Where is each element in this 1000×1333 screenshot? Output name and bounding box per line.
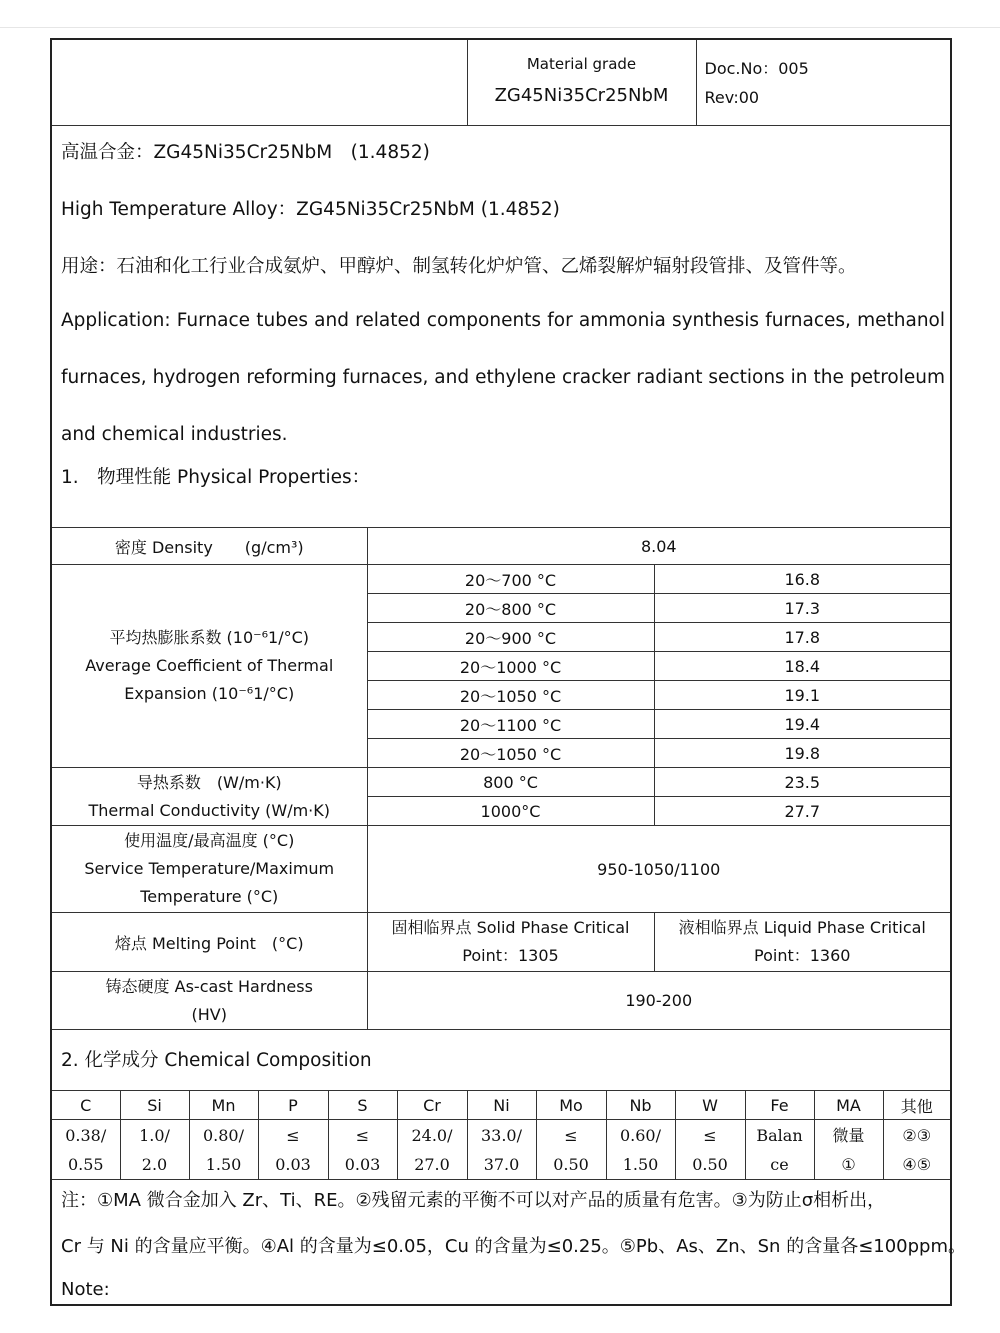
service-label-2: Service Temperature/Maximum (84, 859, 335, 878)
conductivity-value: 23.5 (654, 768, 950, 797)
section2-title: 2. 化学成分 Chemical Composition (61, 1050, 372, 1071)
element-value-line-2: 0.50 (692, 1155, 728, 1174)
application-en: Application: Furnace tubes and related components for ammonia synthesis furnaces, methanol furnaces, hydrogen reforming furnaces, and ethylene cracker radiant sections in the petroleum and chemical industries. (61, 310, 945, 445)
hardness-label (52, 972, 367, 1030)
element-value-line-2: 1.50 (205, 1155, 242, 1174)
service-temperature-label (52, 826, 367, 913)
melting-point-row (52, 913, 950, 972)
service-temperature-value: 950-1050/1100 (367, 826, 950, 913)
service-label-3: Temperature (°C) (140, 887, 279, 906)
usage-cn: 用途：石油和化工行业合成氨炉、甲醇炉、制氢转化炉炉管、乙烯裂解炉辐射段管排、及管件等。 (61, 256, 857, 277)
element-header: C (52, 1091, 120, 1120)
conductivity-label-cn: 导热系数 (W/m·K) (136, 772, 282, 792)
element-value (883, 1120, 950, 1180)
conductivity-value: 27.7 (654, 797, 950, 826)
liquid-phase-cell (654, 913, 950, 972)
element-value-line-1: ≤ (703, 1126, 717, 1145)
element-value-line-1: 33.0/ (480, 1126, 522, 1145)
element-value-line-2: 2.0 (141, 1155, 168, 1174)
revision: Rev:00 (704, 87, 760, 107)
expansion-value: 17.3 (654, 594, 950, 623)
doc-info-cell (696, 40, 950, 126)
element-value-line-1: 24.0/ (411, 1126, 453, 1145)
element-value (467, 1120, 536, 1180)
element-value-line-1: 0.60/ (619, 1126, 661, 1145)
element-value-line-2: 1.50 (622, 1155, 659, 1174)
element-header: Fe (745, 1091, 814, 1120)
solid-phase-value: Point：1305 (462, 946, 559, 965)
element-value-line-1: 0.80/ (202, 1126, 244, 1145)
alloy-name-cn: 高温合金：ZG45Ni35Cr25NbM (1.4852) (61, 142, 430, 163)
element-header: Cr (397, 1091, 467, 1120)
expansion-range: 20～700 °C (367, 565, 654, 594)
expansion-value: 19.8 (654, 739, 950, 768)
melting-point-label: 熔点 Melting Point (°C) (52, 913, 367, 972)
material-grade-cell (467, 40, 696, 126)
element-value-line-1: ≤ (355, 1126, 370, 1145)
element-header: Mn (189, 1091, 258, 1120)
element-value-line-2: ce (770, 1155, 789, 1174)
alloy-name-en: High Temperature Alloy：ZG45Ni35Cr25NbM (1.4852) (61, 199, 560, 220)
chemical-values-row (52, 1120, 950, 1180)
element-value-line-2: 0.03 (344, 1155, 381, 1174)
hardness-row (52, 972, 950, 1030)
element-header: Nb (606, 1091, 675, 1120)
element-value-line-2: 0.50 (553, 1155, 589, 1174)
element-value (745, 1120, 814, 1180)
element-value-line-1: 0.38/ (65, 1126, 107, 1145)
density-row (52, 528, 950, 565)
element-header: Ni (467, 1091, 536, 1120)
liquid-phase-label: 液相临界点 Liquid Phase Critical (678, 918, 926, 937)
element-value-line-2: 27.0 (414, 1155, 450, 1174)
service-temperature-row (52, 826, 950, 913)
element-value (189, 1120, 258, 1180)
conductivity-temp: 1000°C (367, 797, 654, 826)
chemical-composition-table (52, 1090, 950, 1180)
expansion-range: 20～1000 °C (367, 652, 654, 681)
conductivity-label (52, 768, 367, 826)
chemical-header-row (52, 1091, 950, 1120)
conductivity-row (52, 768, 950, 797)
element-header: Mo (536, 1091, 606, 1120)
expansion-value: 18.4 (654, 652, 950, 681)
element-header: 其他 (883, 1091, 950, 1120)
material-grade-value: ZG45Ni35Cr25NbM (494, 85, 669, 106)
element-header: P (258, 1091, 328, 1120)
expansion-range: 20～800 °C (367, 594, 654, 623)
element-value (606, 1120, 675, 1180)
expansion-label-cn: 平均热膨胀系数 (10⁻⁶1/°C) (109, 628, 310, 647)
physical-properties-table (52, 527, 950, 1030)
expansion-label (52, 565, 367, 768)
density-label: 密度 Density (g/cm³) (52, 528, 367, 565)
liquid-phase-value: Point：1360 (754, 946, 851, 965)
expansion-range: 20～900 °C (367, 623, 654, 652)
element-value-line-2: 0.03 (275, 1155, 311, 1174)
element-value-line-1: Balan (756, 1126, 803, 1145)
element-value-line-2: ① (841, 1155, 856, 1174)
element-value-line-2: 0.55 (67, 1155, 104, 1174)
expansion-row (52, 565, 950, 594)
expansion-value: 17.8 (654, 623, 950, 652)
hardness-value: 190-200 (367, 972, 950, 1030)
element-value-line-1: ≤ (286, 1126, 300, 1145)
service-label-1: 使用温度/最高温度 (°C) (124, 831, 295, 850)
datasheet (50, 38, 967, 1306)
expansion-range: 20～1050 °C (367, 681, 654, 710)
element-header: Si (120, 1091, 189, 1120)
element-value (397, 1120, 467, 1180)
element-header: MA (814, 1091, 883, 1120)
element-value (675, 1120, 745, 1180)
solid-phase-cell (367, 913, 654, 972)
element-value-line-1: ②③ (902, 1126, 932, 1145)
intro-section (61, 138, 945, 503)
element-value-line-1: ≤ (564, 1126, 578, 1145)
element-value-line-1: 微量 (832, 1126, 865, 1145)
notes-section (61, 1178, 967, 1310)
expansion-value: 16.8 (654, 565, 950, 594)
expansion-range: 20～1100 °C (367, 710, 654, 739)
hardness-label-2: (HV) (191, 1004, 227, 1024)
expansion-value: 19.4 (654, 710, 950, 739)
element-value-line-2: 37.0 (483, 1155, 520, 1174)
expansion-label-en-1: Average Coefficient of Thermal (85, 656, 334, 675)
density-value: 8.04 (367, 528, 950, 565)
solid-phase-label: 固相临界点 Solid Phase Critical (391, 918, 630, 937)
note-label: Note: (61, 1279, 110, 1300)
header-blank-cell (52, 40, 467, 126)
header-table (52, 40, 950, 126)
element-value (258, 1120, 328, 1180)
element-value (814, 1120, 883, 1180)
note-line-2: Cr 与 Ni 的含量应平衡。④Al 的含量为≤0.05，Cu 的含量为≤0.25。⑤Pb、As、Zn、Sn 的含量各≤100ppm。 (61, 1236, 967, 1257)
material-grade-label: Material grade (526, 55, 637, 73)
expansion-range: 20～1050 °C (367, 739, 654, 768)
expansion-label-en-2: Expansion (10⁻⁶1/°C) (124, 684, 295, 703)
top-divider (0, 27, 1000, 28)
element-value-line-2: ④⑤ (902, 1155, 932, 1174)
expansion-value: 19.1 (654, 681, 950, 710)
doc-number: Doc.No：005 (704, 58, 809, 78)
element-header: S (328, 1091, 397, 1120)
note-line-1: 注：①MA 微合金加入 Zr、Ti、RE。②残留元素的平衡不可以对产品的质量有危害。③为防止σ相析出， (61, 1190, 886, 1211)
element-value (52, 1120, 120, 1180)
conductivity-label-en: Thermal Conductivity (W/m·K) (88, 800, 330, 820)
element-value-line-1: 1.0/ (139, 1126, 170, 1145)
element-value (536, 1120, 606, 1180)
conductivity-temp: 800 °C (367, 768, 654, 797)
section1-title: 1. 物理性能 Physical Properties： (61, 467, 371, 488)
element-header: W (675, 1091, 745, 1120)
element-value (120, 1120, 189, 1180)
hardness-label-1: 铸态硬度 As-cast Hardness (105, 976, 313, 996)
element-value (328, 1120, 397, 1180)
